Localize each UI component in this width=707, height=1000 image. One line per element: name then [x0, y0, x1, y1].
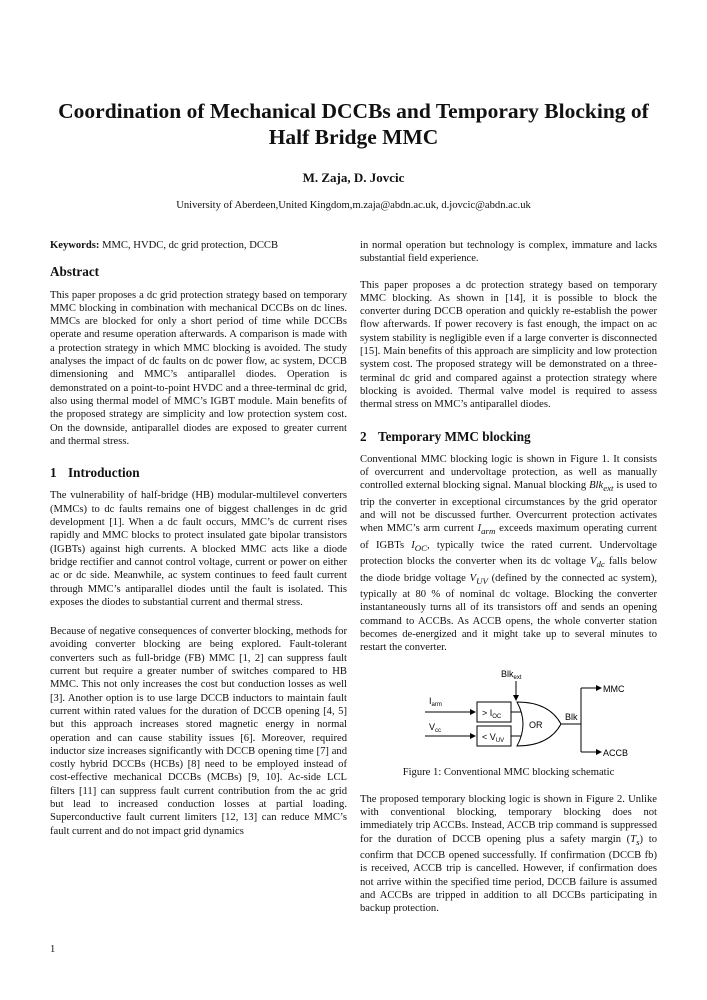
- undervoltage-label: < $V_{UV}$: [481, 731, 504, 744]
- abstract-heading: Abstract: [50, 264, 100, 280]
- text-run: Conventional MMC blocking logic is shown in Figure 1. It consists of overcurrent and undervoltage protection, as well as manually controlled external blocking signal. Manual blocking: [360, 453, 657, 492]
- paper-affiliation: University of Aberdeen,United Kingdom,m.zaja@abdn.ac.uk, d.jovcic@abdn.ac.uk: [176, 200, 531, 211]
- overcurrent-label: > $I_{OC}$: [481, 707, 501, 720]
- math-sub: dc: [596, 559, 605, 570]
- math-base: T: [630, 833, 637, 845]
- keywords-label: Keywords:: [50, 240, 100, 251]
- accb-label: ACCB: [602, 747, 628, 758]
- blk-ext-label: Blk$_{ext}$: [500, 668, 522, 681]
- section-2-number: 2: [360, 428, 367, 444]
- text-run: falls below the diode bridge voltage: [360, 556, 657, 584]
- right-column: [360, 239, 657, 929]
- iarm-label: $I_{arm}$: [428, 695, 442, 708]
- section-1-title: Introduction: [68, 465, 140, 481]
- math-v-uv: [470, 573, 488, 584]
- or-label: OR: [528, 719, 542, 730]
- math-base: V: [589, 556, 597, 568]
- math-v-dc: [589, 556, 605, 570]
- text-run: (defined by the connected ac system), typically at 80 % of nominal dc voltage. Blocking the converter instantaneously turns all of its transistors off and sends an opening command to ACCBs. As ACCB opens, the whole converter station becomes de-energized and it might take up to several minutes to restart the converter.: [360, 572, 657, 654]
- figure-1: [360, 668, 657, 760]
- page-number: 1: [50, 944, 56, 955]
- vcc-label: $V_{cc}$: [428, 721, 441, 734]
- intro-paragraph-2: Because of negative consequences of converter blocking, methods for avoiding converter blocking are being explored. Fault-tolerant converters such as full-bridge (FB) MMC [1, 2] can suppress fault current but require a greater number of switches compared to HB MMC. This not only increases the cost but conduction losses as well [3]. Another option is to use large DCCB inductors to maintain fault current within rated values for the duration of DCCB opening [4, 5] but this approach increases stored magnetic energy in normal operation and can cause stability issues [6]. Moreover, required inductor size increases significantly with DCCB opening time [7] and costly hybrid DCCBs (HCBs) [8] need to be employed instead of cost-effective mechanical DCCBs (MCBs) [9, 10]. Ac-side LCL filters [11] can suppress fault current contribution from the ac grid but lead to increased conduction losses at partial loading. Superconductive fault current limiters [12, 13] can reduce MMC’s fault current and do not impact grid dynamics: [50, 626, 347, 837]
- paper-title: Coordination of Mechanical DCCBs and Temporary Blocking of Half Bridge MMC: [58, 99, 649, 149]
- blk-label: Blk: [564, 711, 578, 722]
- abstract-text: This paper proposes a dc grid protection strategy based on temporary MMC blocking in combination with mechanical DCCBs on dc lines. MMCs are blocked for only a short period of time while DCCBs operate and resume operation afterwards. A comparison is made with a protection strategy in which MMC blocking is avoided. The study analyses the impact of dc faults on dc power flow, ac system, DCCB dimensioning and MMC’s antiparallel diodes. Operation is demonstrated on a point-to-point HVDC and a three-terminal dc grid, also using thermal model of MMC’s IGBT module. Main benefits of the proposed strategy are simplicity and low protection system cost. On the downside, antiparallel diodes are exposed to greater current and thermal stress.: [50, 289, 347, 447]
- intro-paragraph-1: The vulnerability of half-bridge (HB) modular-multilevel converters (MMCs) to dc faults remains one of biggest challenges in dc grid development [1]. When a dc fault occurs, MMC’s dc current rises rapidly and MMC blocks to protect insulated gate bipolar transistors (IGBTs) against high currents. A blocked MMC acts like a diode bridge rectifier and cannot control voltage, current or power on either ac or dc side. Meanwhile, ac system continues to feed fault current through MMC’s antiparallel diodes until the fault is isolated. This exposes the diodes to substantial current and thermal stress.: [50, 490, 347, 608]
- text-run: exceeds maximum operating current of IGBTs: [360, 523, 657, 551]
- mmc-label: MMC: [602, 683, 624, 694]
- math-base: I: [477, 523, 482, 535]
- math-t-s: [630, 834, 639, 845]
- math-base: V: [469, 572, 477, 584]
- math-base: I: [411, 539, 415, 551]
- math-sub: OC: [414, 542, 428, 553]
- text-run: is used to trip the converter in exceptional circumstances by the grid operator and will not be discussed further. Overcurrent protection activates when MMC’s arm current: [360, 480, 657, 535]
- paper-authors: M. Zaja, D. Jovcic: [302, 170, 405, 185]
- left-column: [50, 239, 347, 851]
- section-1-heading: [50, 466, 347, 479]
- text-run: ) to confirm that DCCB opened successfully. If confirmation (DCCB fb) is received, ACCB trip is cancelled. However, if confirmation does not arrive within the specified time period, DCCB failure is assumed and ACCBs are tripped in addition to all DCCBs participating in backup protection.: [360, 833, 657, 915]
- keywords-text: MMC, HVDC, dc grid protection, DCCB: [102, 240, 279, 251]
- section-1-number: 1: [50, 465, 57, 481]
- blocking-paragraph-2: [360, 793, 657, 916]
- blocking-paragraph-1: [360, 453, 657, 655]
- math-sub: UV: [476, 575, 488, 586]
- math-i-arm: [477, 523, 496, 537]
- math-sub: s: [636, 836, 640, 847]
- math-i-oc: [411, 540, 427, 551]
- math-sub: arm: [481, 526, 496, 537]
- math-sub: ext: [603, 483, 614, 494]
- text-run: , typically twice the rated current. Undervoltage protection blocks the converter when its dc voltage: [360, 539, 657, 568]
- math-blk-ext: [589, 480, 614, 494]
- text-run: The proposed temporary blocking logic is shown in Figure 2. Unlike with conventional blocking, temporary blocking does not immediately trip ACCBs. Instead, ACCB trip command is suppressed for the duration of DCCB opening plus a safety margin (: [360, 793, 657, 845]
- math-base: Blk: [589, 480, 604, 492]
- section-2-heading: [360, 430, 657, 443]
- keywords: [50, 239, 347, 252]
- figure-1-caption: Figure 1: Conventional MMC blocking schematic: [402, 766, 615, 778]
- right-paragraph-0: in normal operation but technology is complex, immature and lacks substantial field experience.: [360, 240, 657, 265]
- right-paragraph-1: This paper proposes a dc protection strategy based on temporary MMC blocking. As shown in [14], it is possible to block the converter during DCCB operation and quickly re-establish the power flow afterwards. If power recovery is fast enough, the impact on ac system stability is negligible even if a large converter is disconnected [15]. Main benefits of this approach are simplicity and low protection system cost. The proposed strategy will be demonstrated on a three-terminal dc grid and compared against a protection strategy where blocking is avoided. Thermal valve model is required to assess thermal stress on MMC’s antiparallel diodes.: [360, 279, 657, 411]
- blocking-schematic: [389, 668, 629, 760]
- section-2-title: Temporary MMC blocking: [378, 428, 531, 444]
